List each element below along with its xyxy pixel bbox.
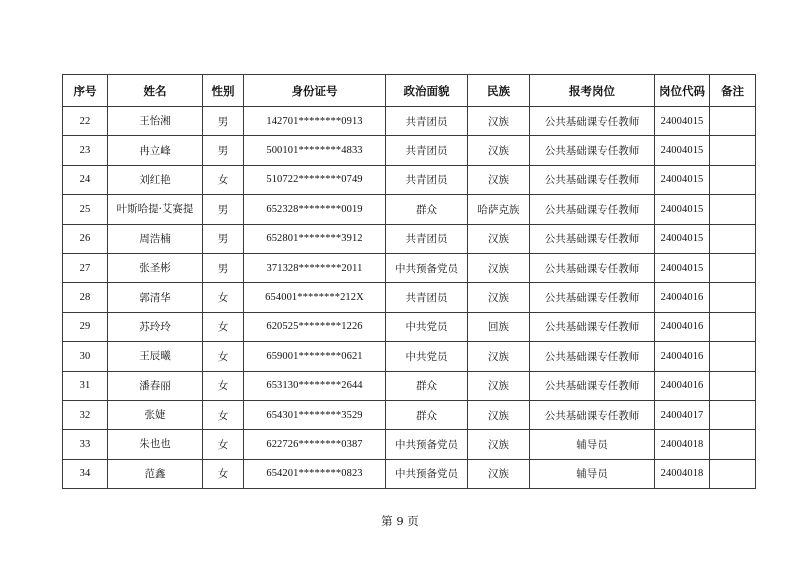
table-row — [63, 342, 756, 371]
cell-remarks — [710, 107, 756, 136]
header-position-code: 岗位代码 — [655, 75, 710, 107]
cell-name: 范鑫 — [108, 459, 203, 488]
cell-position: 公共基础课专任教师 — [530, 136, 655, 165]
table-row — [63, 371, 756, 400]
cell-name: 王怡湘 — [108, 107, 203, 136]
cell-position: 公共基础课专任教师 — [530, 253, 655, 282]
cell-id-number: 622726********0387 — [244, 430, 386, 459]
cell-position-code: 24004018 — [655, 430, 710, 459]
cell-remarks — [710, 165, 756, 194]
cell-gender: 女 — [203, 371, 244, 400]
table-row — [63, 107, 756, 136]
cell-political-status: 中共党员 — [386, 312, 468, 341]
table-row — [63, 224, 756, 253]
cell-political-status: 共青团员 — [386, 165, 468, 194]
cell-ethnicity: 汉族 — [468, 283, 530, 312]
cell-remarks — [710, 342, 756, 371]
header-political-status: 政治面貌 — [386, 75, 468, 107]
cell-seq: 23 — [63, 136, 108, 165]
cell-remarks — [710, 312, 756, 341]
cell-seq: 27 — [63, 253, 108, 282]
cell-gender: 女 — [203, 430, 244, 459]
table-row — [63, 312, 756, 341]
cell-position-code: 24004015 — [655, 136, 710, 165]
cell-position-code: 24004015 — [655, 253, 710, 282]
table-header-row — [63, 75, 756, 107]
table-row — [63, 283, 756, 312]
cell-gender: 女 — [203, 400, 244, 429]
cell-name: 周浩楠 — [108, 224, 203, 253]
cell-seq: 25 — [63, 195, 108, 224]
cell-id-number: 500101********4833 — [244, 136, 386, 165]
cell-id-number: 510722********0749 — [244, 165, 386, 194]
cell-ethnicity: 汉族 — [468, 165, 530, 194]
cell-ethnicity: 汉族 — [468, 459, 530, 488]
cell-position-code: 24004016 — [655, 283, 710, 312]
cell-position: 公共基础课专任教师 — [530, 107, 655, 136]
cell-name: 张圣彬 — [108, 253, 203, 282]
table-row — [63, 195, 756, 224]
header-gender: 性别 — [203, 75, 244, 107]
cell-remarks — [710, 195, 756, 224]
cell-seq: 30 — [63, 342, 108, 371]
cell-position: 辅导员 — [530, 430, 655, 459]
cell-political-status: 共青团员 — [386, 107, 468, 136]
table-row — [63, 253, 756, 282]
cell-position: 公共基础课专任教师 — [530, 165, 655, 194]
cell-ethnicity: 汉族 — [468, 107, 530, 136]
cell-position-code: 24004016 — [655, 342, 710, 371]
table-body — [63, 107, 756, 489]
cell-political-status: 中共预备党员 — [386, 459, 468, 488]
page-number: 第 9 页 — [381, 514, 419, 528]
cell-seq: 22 — [63, 107, 108, 136]
cell-id-number: 142701********0913 — [244, 107, 386, 136]
cell-gender: 男 — [203, 107, 244, 136]
cell-id-number: 620525********1226 — [244, 312, 386, 341]
cell-remarks — [710, 224, 756, 253]
cell-position: 公共基础课专任教师 — [530, 400, 655, 429]
header-id-number: 身份证号 — [244, 75, 386, 107]
cell-position-code: 24004015 — [655, 224, 710, 253]
cell-name: 朱也也 — [108, 430, 203, 459]
cell-gender: 女 — [203, 342, 244, 371]
cell-position: 公共基础课专任教师 — [530, 342, 655, 371]
cell-remarks — [710, 371, 756, 400]
cell-remarks — [710, 430, 756, 459]
cell-gender: 男 — [203, 136, 244, 165]
cell-name: 苏玲玲 — [108, 312, 203, 341]
cell-gender: 女 — [203, 312, 244, 341]
cell-id-number: 654001********212X — [244, 283, 386, 312]
cell-ethnicity: 汉族 — [468, 253, 530, 282]
cell-gender: 男 — [203, 253, 244, 282]
cell-political-status: 共青团员 — [386, 224, 468, 253]
cell-gender: 男 — [203, 195, 244, 224]
cell-id-number: 652328********0019 — [244, 195, 386, 224]
table-row — [63, 165, 756, 194]
cell-position-code: 24004015 — [655, 107, 710, 136]
header-name: 姓名 — [108, 75, 203, 107]
cell-name: 潘春丽 — [108, 371, 203, 400]
cell-remarks — [710, 400, 756, 429]
table-row — [63, 459, 756, 488]
cell-id-number: 654201********0823 — [244, 459, 386, 488]
cell-political-status: 中共预备党员 — [386, 253, 468, 282]
cell-seq: 33 — [63, 430, 108, 459]
cell-ethnicity: 汉族 — [468, 342, 530, 371]
cell-remarks — [710, 136, 756, 165]
cell-position: 公共基础课专任教师 — [530, 283, 655, 312]
table-row — [63, 400, 756, 429]
cell-political-status: 共青团员 — [386, 136, 468, 165]
cell-remarks — [710, 459, 756, 488]
cell-position-code: 24004015 — [655, 195, 710, 224]
cell-seq: 34 — [63, 459, 108, 488]
cell-ethnicity: 汉族 — [468, 400, 530, 429]
table-row — [63, 136, 756, 165]
candidate-list-sheet — [62, 74, 744, 489]
cell-remarks — [710, 253, 756, 282]
cell-position: 公共基础课专任教师 — [530, 224, 655, 253]
cell-political-status: 中共党员 — [386, 342, 468, 371]
table-row — [63, 430, 756, 459]
cell-gender: 女 — [203, 165, 244, 194]
cell-name: 刘红艳 — [108, 165, 203, 194]
cell-name: 叶斯哈提·艾赛提 — [108, 195, 203, 224]
cell-seq: 24 — [63, 165, 108, 194]
cell-seq: 32 — [63, 400, 108, 429]
cell-id-number: 654301********3529 — [244, 400, 386, 429]
cell-id-number: 371328********2011 — [244, 253, 386, 282]
cell-position: 公共基础课专任教师 — [530, 371, 655, 400]
cell-name: 张婕 — [108, 400, 203, 429]
cell-gender: 男 — [203, 224, 244, 253]
cell-political-status: 中共预备党员 — [386, 430, 468, 459]
cell-political-status: 群众 — [386, 371, 468, 400]
header-position: 报考岗位 — [530, 75, 655, 107]
cell-political-status: 群众 — [386, 195, 468, 224]
cell-position: 辅导员 — [530, 459, 655, 488]
cell-seq: 29 — [63, 312, 108, 341]
cell-ethnicity: 汉族 — [468, 136, 530, 165]
cell-name: 王辰曦 — [108, 342, 203, 371]
cell-gender: 女 — [203, 459, 244, 488]
cell-name: 冉立峰 — [108, 136, 203, 165]
cell-seq: 31 — [63, 371, 108, 400]
header-seq: 序号 — [63, 75, 108, 107]
candidate-table — [62, 74, 756, 489]
cell-gender: 女 — [203, 283, 244, 312]
cell-seq: 28 — [63, 283, 108, 312]
cell-position-code: 24004016 — [655, 312, 710, 341]
cell-position-code: 24004017 — [655, 400, 710, 429]
cell-position-code: 24004016 — [655, 371, 710, 400]
cell-remarks — [710, 283, 756, 312]
cell-id-number: 653130********2644 — [244, 371, 386, 400]
cell-id-number: 659001********0621 — [244, 342, 386, 371]
cell-political-status: 共青团员 — [386, 283, 468, 312]
header-remarks: 备注 — [710, 75, 756, 107]
cell-seq: 26 — [63, 224, 108, 253]
cell-position-code: 24004015 — [655, 165, 710, 194]
cell-ethnicity: 哈萨克族 — [468, 195, 530, 224]
cell-ethnicity: 汉族 — [468, 430, 530, 459]
cell-political-status: 群众 — [386, 400, 468, 429]
cell-ethnicity: 回族 — [468, 312, 530, 341]
cell-position-code: 24004018 — [655, 459, 710, 488]
cell-ethnicity: 汉族 — [468, 371, 530, 400]
cell-position: 公共基础课专任教师 — [530, 195, 655, 224]
cell-ethnicity: 汉族 — [468, 224, 530, 253]
cell-name: 郭清华 — [108, 283, 203, 312]
cell-id-number: 652801********3912 — [244, 224, 386, 253]
cell-position: 公共基础课专任教师 — [530, 312, 655, 341]
header-ethnicity: 民族 — [468, 75, 530, 107]
